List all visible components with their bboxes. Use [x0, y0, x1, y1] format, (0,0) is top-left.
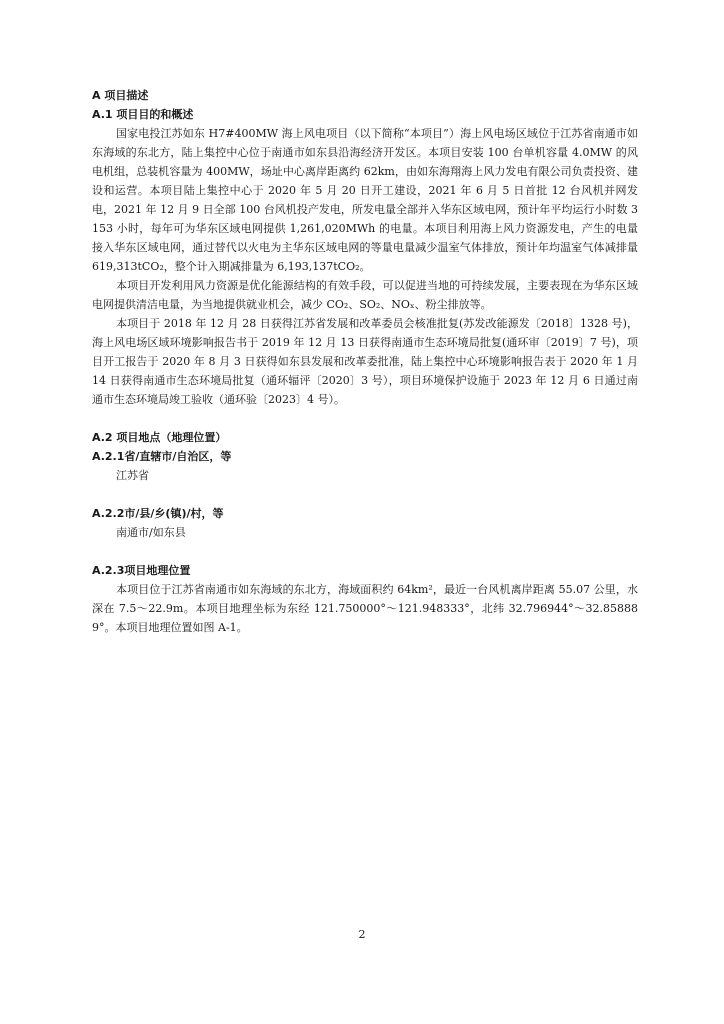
subsection-heading-a21: A.2.1省/直辖市/自治区，等	[92, 450, 232, 463]
section-heading: A 项目描述	[92, 89, 149, 102]
paragraph-location: 本项目位于江苏省南通市如东海域的东北方，海域面积约 64km²，最近一台风机离岸距离 55.07 公里，水深在 7.5～22.9m。本项目地理坐标为东经 121.750000°～121.948333°，北纬 32.796944°～32.858889°。本项目地理位置如图 A-1。	[92, 583, 638, 634]
page-number: 2	[358, 928, 366, 941]
city-county-value: 南通市/如东县	[116, 526, 186, 539]
subsection-heading-a22: A.2.2市/县/乡(镇)/村，等	[92, 507, 224, 520]
spacer	[92, 542, 638, 561]
subsection-heading-a2: A.2 项目地点（地理位置）	[92, 431, 227, 444]
spacer	[92, 409, 638, 428]
paragraph-overview: 国家电投江苏如东 H7#400MW 海上风电项目（以下简称“本项目”）海上风电场区域位于江苏省南通市如东海域的东北方，陆上集控中心位于南通市如东县沿海经济开发区。本项目安装 100 台单机容量 4.0MW 的风电机组，总装机容量为 400MW，场址中心离岸距离约 62km，由如东海翔海上风力发电有限公司负责投资、建设和运营。本项目陆上集控中心于 2020 年 5 月 20 日开工建设，2021 年 6 月 5 日首批 12 台风机并网发电，2021 年 12 月 9 日全部 100 台风机投产发电，所发电量全部并入华东区域电网，预计年平均运行小时数 3153 小时，每年可为华东区域电网提供 1,261,020MWh 的电量。本项目利用海上风力资源发电，产生的电量接入华东区域电网，通过替代以火电为主华东区域电网的等量电量减少温室气体排放，预计年均温室气体减排量 619,313tCO₂，整个计入期减排量为 6,193,137tCO₂。	[92, 127, 638, 273]
subsection-heading-a1: A.1 项目目的和概述	[92, 108, 194, 121]
paragraph-approvals: 本项目于 2018 年 12 月 28 日获得江苏省发展和改革委员会核准批复(苏发改能源发〔2018〕1328 号)，海上风电场区域环境影响报告书于 2019 年 12 月 13 日获得南通市生态环境局批复(通环审〔2019〕7 号)，项目开工报告于 2020 年 8 月 3 日获得如东县发展和改革委批准，陆上集控中心环境影响报告表于 2020 年 1 月 14 日获得南通市生态环境局批复（通环辐评〔2020〕3 号），项目环境保护设施于 2023 年 12 月 6 日通过南通市生态环境局竣工验收（通环验〔2023〕4 号）。	[92, 317, 638, 406]
province-value: 江苏省	[116, 469, 149, 482]
page-content	[92, 86, 638, 637]
spacer	[92, 485, 638, 504]
paragraph-benefits: 本项目开发利用风力资源是优化能源结构的有效手段，可以促进当地的可持续发展，主要表现在为华东区域电网提供清洁电量，为当地提供就业机会，减少 CO₂、SO₂、NOₓ、粉尘排放等。	[92, 279, 638, 311]
subsection-heading-a23: A.2.3项目地理位置	[92, 564, 191, 577]
